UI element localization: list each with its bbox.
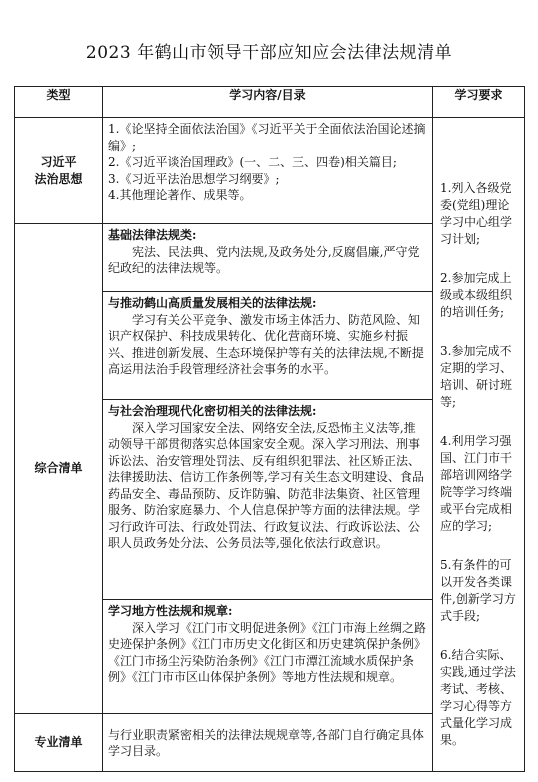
requirement-item: 2.参加完成上级或本级组织的培训任务;	[440, 271, 513, 319]
section-body: 深入学习《江门市文明促进条例》《江门市海上丝绸之路史迹保护条例》《江门市历史文化街区和历史建筑保护条例》《江门市扬尘污染防治条例》《江门市潭江流域水质保护条例》《江门市市区山体保护条例》等地方性法规和规章。	[108, 620, 427, 684]
law-list-table	[14, 86, 525, 772]
content-professional: 与行业职责紧密相关的法律法规规章等,各部门自行确定具体学习目录。	[103, 714, 433, 772]
requirement-item: 4.利用学习强国、江门市干部培训网络学院等学习终端或平台完成相应的学习;	[440, 434, 513, 533]
section-title: 学习地方性法规和规章:	[108, 604, 233, 618]
xi-item: 1.《论坚持全面依法治国》《习近平关于全面依法治国论述摘编》;	[108, 122, 426, 153]
section-title: 与社会治理现代化密切相关的法律法规:	[108, 404, 317, 418]
section-development	[103, 292, 433, 400]
section-title: 与推动鹤山高质量发展相关的法律法规:	[108, 296, 317, 310]
content-xi-thought	[103, 118, 433, 224]
requirement-item: 5.有条件的可以开发各类课件,创新学习方式手段;	[440, 558, 516, 623]
requirement-item: 3.参加完成不定期的学习、培训、研讨班等;	[440, 344, 513, 409]
type-professional: 专业清单	[15, 714, 103, 772]
xi-item: 3.《习近平法治思想学习纲要》;	[108, 171, 280, 186]
type-xi-thought	[15, 118, 103, 224]
section-body: 深入学习国家安全法、网络安全法,反恐怖主义法等,推动领导干部贯彻落实总体国家安全观。深入学习刑法、刑事诉讼法、治安管理处罚法、反有组织犯罪法、社区矫正法、法律援助法、信访工作条例等,学习有关生态文明建设、食品药品安全、毒品预防、反诈防骗、防范非法集资、社区管理服务、防治家庭暴力、个人信息保护等方面的法律法规。学习行政许可法、行政处罚法、行政复议法、行政诉讼法、公职人员政务处分法、公务员法等,强化依法行政意识。	[108, 420, 424, 550]
type-xi-line1: 习近平	[40, 155, 77, 169]
header-type: 类型	[15, 87, 103, 118]
xi-item: 2.《习近平谈治国理政》(一、二、三、四卷)相关篇目;	[108, 155, 397, 169]
section-basic	[103, 224, 433, 292]
section-title: 基础法律法规类:	[108, 228, 197, 242]
section-local	[103, 600, 433, 714]
type-xi-line2: 法治思想	[34, 171, 83, 186]
row-xi-thought	[15, 118, 525, 224]
header-content: 学习内容/目录	[103, 87, 433, 118]
document-title: 2023 年鹤山市领导干部应知应会法律法规清单	[85, 43, 453, 63]
requirements-cell	[433, 118, 525, 772]
section-body: 学习有关公平竞争、激发市场主体活力、防范风险、知识产权保护、科技成果转化、优化营商环境、实施乡村振兴、推进创新发展、生态环境保护等有关的法律法规,不断提高运用法治手段管理经济社会事务的水平。	[108, 312, 424, 376]
table-header-row	[15, 87, 525, 118]
type-comprehensive: 综合清单	[15, 224, 103, 714]
header-requirement: 学习要求	[433, 87, 525, 118]
requirement-item: 1.列入各级党委(党组)理论学习中心组学习计划;	[440, 181, 513, 246]
section-governance	[103, 400, 433, 600]
requirement-item: 6.结合实际、实践,通过学法考试、考核、学习心得等方式量化学习成果。	[440, 648, 516, 747]
section-body: 宪法、民法典、党内法规,及政务处分,反腐倡廉,严守党纪政纪的法律法规等。	[108, 244, 420, 275]
xi-item: 4.其他理论著作、成果等。	[108, 188, 252, 202]
